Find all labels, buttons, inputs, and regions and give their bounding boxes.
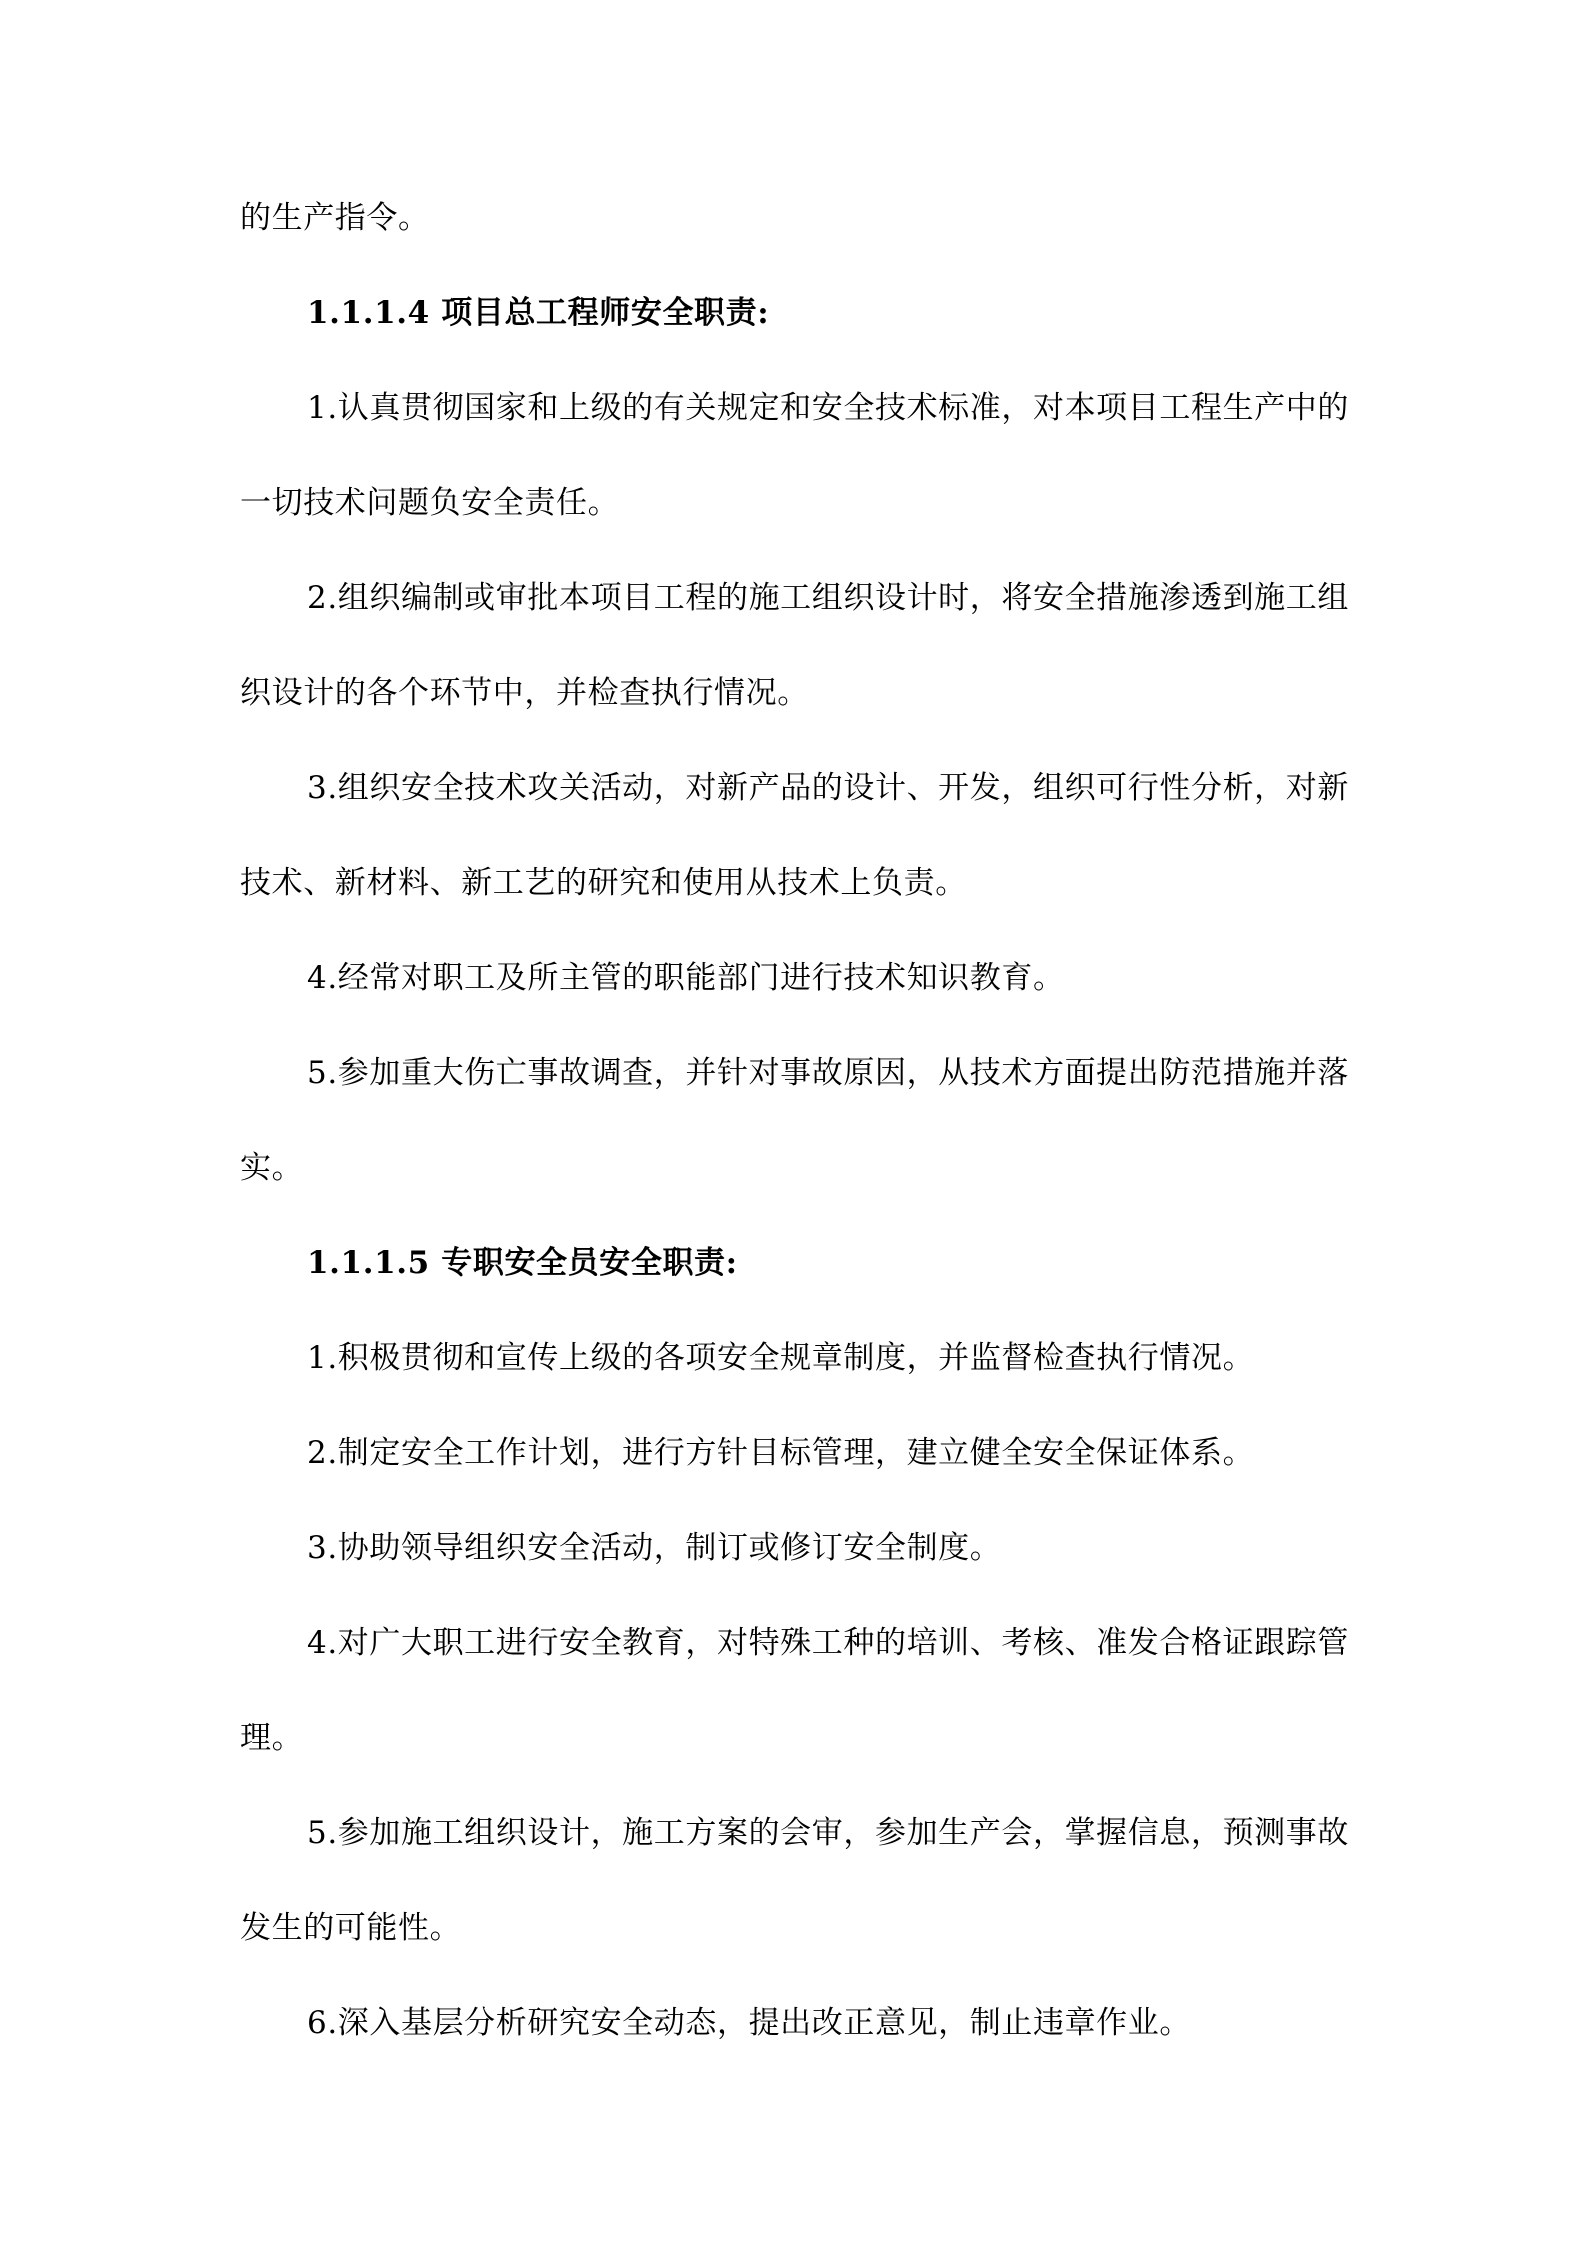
text-line (0, 1423, 1587, 1483)
text-line (0, 1708, 1587, 1768)
text-line (0, 1993, 1587, 2053)
line-text: 2.制定安全工作计划，进行方针目标管理，建立健全安全保证体系。 (307, 1435, 1255, 1471)
line-text: 织设计的各个环节中，并检查执行情况。 (240, 675, 809, 711)
section-heading (0, 1233, 1587, 1293)
text-line (0, 1613, 1587, 1673)
text-line (0, 378, 1587, 438)
section-heading (0, 283, 1587, 343)
text-line (0, 1043, 1587, 1103)
line-text: 一切技术问题负安全责任。 (240, 485, 620, 521)
text-line (0, 473, 1587, 533)
text-line (0, 1138, 1587, 1198)
text-line (0, 853, 1587, 913)
line-text: 2.组织编制或审批本项目工程的施工组织设计时，将安全措施渗透到施工组 (307, 580, 1349, 616)
text-line (0, 1328, 1587, 1388)
line-text: 发生的可能性。 (240, 1910, 462, 1946)
text-line (0, 568, 1587, 628)
line-text: 1.积极贯彻和宣传上级的各项安全规章制度，并监督检查执行情况。 (307, 1340, 1255, 1376)
line-text: 5.参加重大伤亡事故调查，并针对事故原因，从技术方面提出防范措施并落 (307, 1055, 1349, 1091)
line-text: 4.经常对职工及所主管的职能部门进行技术知识教育。 (307, 960, 1065, 996)
text-line (0, 1803, 1587, 1863)
line-text: 6.深入基层分析研究安全动态，提出改正意见，制止违章作业。 (307, 2005, 1191, 2041)
text-line (0, 758, 1587, 818)
heading-text: 1.1.1.5 专职安全员安全职责: (307, 1245, 738, 1281)
line-text: 4.对广大职工进行安全教育，对特殊工种的培训、考核、准发合格证跟踪管 (307, 1625, 1349, 1661)
text-line (0, 948, 1587, 1008)
text-line (0, 188, 1587, 248)
line-text: 技术、新材料、新工艺的研究和使用从技术上负责。 (240, 865, 967, 901)
line-text: 的生产指令。 (240, 200, 430, 236)
line-text: 理。 (240, 1720, 304, 1756)
heading-text: 1.1.1.4 项目总工程师安全职责: (307, 295, 770, 331)
line-text: 1.认真贯彻国家和上级的有关规定和安全技术标准，对本项目工程生产中的 (307, 390, 1349, 426)
text-line (0, 1518, 1587, 1578)
line-text: 3.组织安全技术攻关活动，对新产品的设计、开发，组织可行性分析，对新 (307, 770, 1349, 806)
line-text: 5.参加施工组织设计，施工方案的会审，参加生产会，掌握信息，预测事故 (307, 1815, 1349, 1851)
line-text: 3.协助领导组织安全活动，制订或修订安全制度。 (307, 1530, 1002, 1566)
text-line (0, 1898, 1587, 1958)
text-line (0, 663, 1587, 723)
line-text: 实。 (240, 1150, 304, 1186)
